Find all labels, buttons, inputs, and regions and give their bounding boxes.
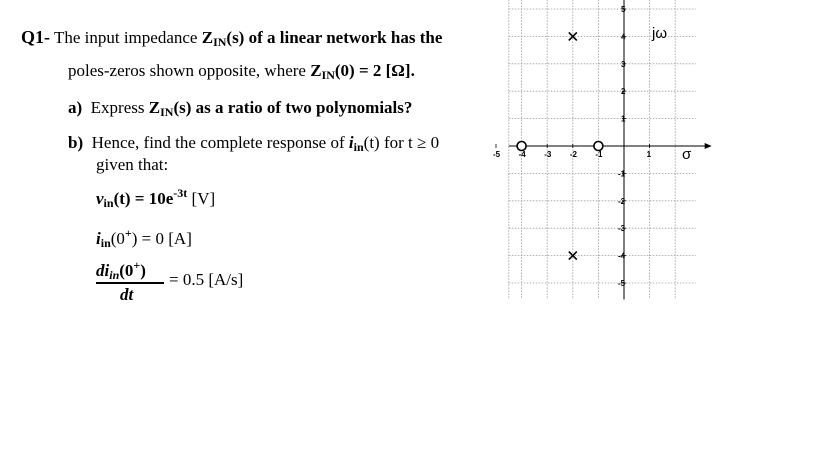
part-b-text-post: (t) for t ≥ 0 (363, 133, 440, 152)
y-tick-label: -3 (618, 224, 626, 234)
i-symbol: i (348, 133, 354, 152)
part-a-text-post: (s) as a ratio of two polynomials? (173, 98, 413, 117)
x-axis-label: σ (682, 146, 692, 163)
derivative-di: di (96, 261, 110, 280)
i0-plus: + (124, 226, 132, 240)
question-line2-post: (0) = 2 [Ω]. (334, 61, 415, 80)
x-tick-label: -2 (569, 150, 577, 159)
i0-mid: (0 (110, 229, 125, 248)
part-b-text-pre: Hence, find the complete response of (91, 133, 349, 152)
z-subscript: IN (213, 35, 227, 49)
z-subscript-2: IN (321, 68, 335, 82)
y-axis-label: jω (652, 25, 668, 42)
x-tick-label: -1 (595, 150, 603, 159)
y-tick-label: -1 (618, 169, 626, 179)
i-subscript: in (353, 140, 364, 154)
i0-tail: ) = 0 [A] (131, 229, 192, 248)
derivative-plus: + (133, 258, 141, 272)
derivative-value: = 0.5 [A/s] (169, 270, 244, 289)
y-tick-label: -2 (618, 196, 626, 206)
y-tick-label: 5 (621, 5, 626, 14)
x-tick-label: -3 (544, 150, 552, 159)
part-a-text-pre: Express (90, 98, 149, 117)
v-symbol: v (96, 189, 104, 208)
derivative-dt: dt (120, 285, 134, 304)
v-subscript: in (103, 196, 114, 210)
question-line2-pre: poles-zeros shown opposite, where (68, 61, 311, 80)
part-a-label: a) (68, 98, 83, 117)
x-axis-arrow (705, 143, 712, 149)
y-tick-label: -4 (618, 251, 626, 261)
derivative-mid: (0 (119, 261, 134, 280)
x-tick-label: -4 (518, 150, 526, 159)
zero-marker (594, 142, 603, 151)
question-line1-pre: The input impedance (53, 28, 202, 47)
question-line1-post: (s) of a linear network has the (226, 28, 443, 47)
y-tick-label: 3 (621, 59, 626, 69)
part-b-label: b) (68, 133, 84, 152)
x-tick-label: 1 (646, 150, 652, 159)
i0-symbol: i (96, 229, 101, 248)
z-symbol-3: Z (148, 98, 161, 117)
derivative-end: ) (140, 261, 146, 280)
i0-subscript: in (100, 236, 111, 250)
y-tick-label: -5 (618, 279, 626, 288)
v-exponent: -3t (173, 186, 188, 200)
y-tick-label: 4 (621, 32, 626, 42)
y-tick-label: 2 (621, 87, 626, 97)
z-symbol-2: Z (310, 61, 322, 80)
x-tick-label: -5 (493, 150, 501, 159)
y-tick-label: 1 (621, 114, 626, 124)
zero-marker (517, 142, 526, 151)
part-b-given: given that: (96, 155, 169, 174)
question-label: Q1- (21, 27, 50, 47)
v-expression: (t) = 10e (113, 189, 174, 208)
v-unit: [V] (187, 189, 216, 208)
z-symbol: Z (201, 28, 214, 47)
derivative-sub: in (109, 268, 120, 282)
z-subscript-3: IN (160, 105, 174, 119)
